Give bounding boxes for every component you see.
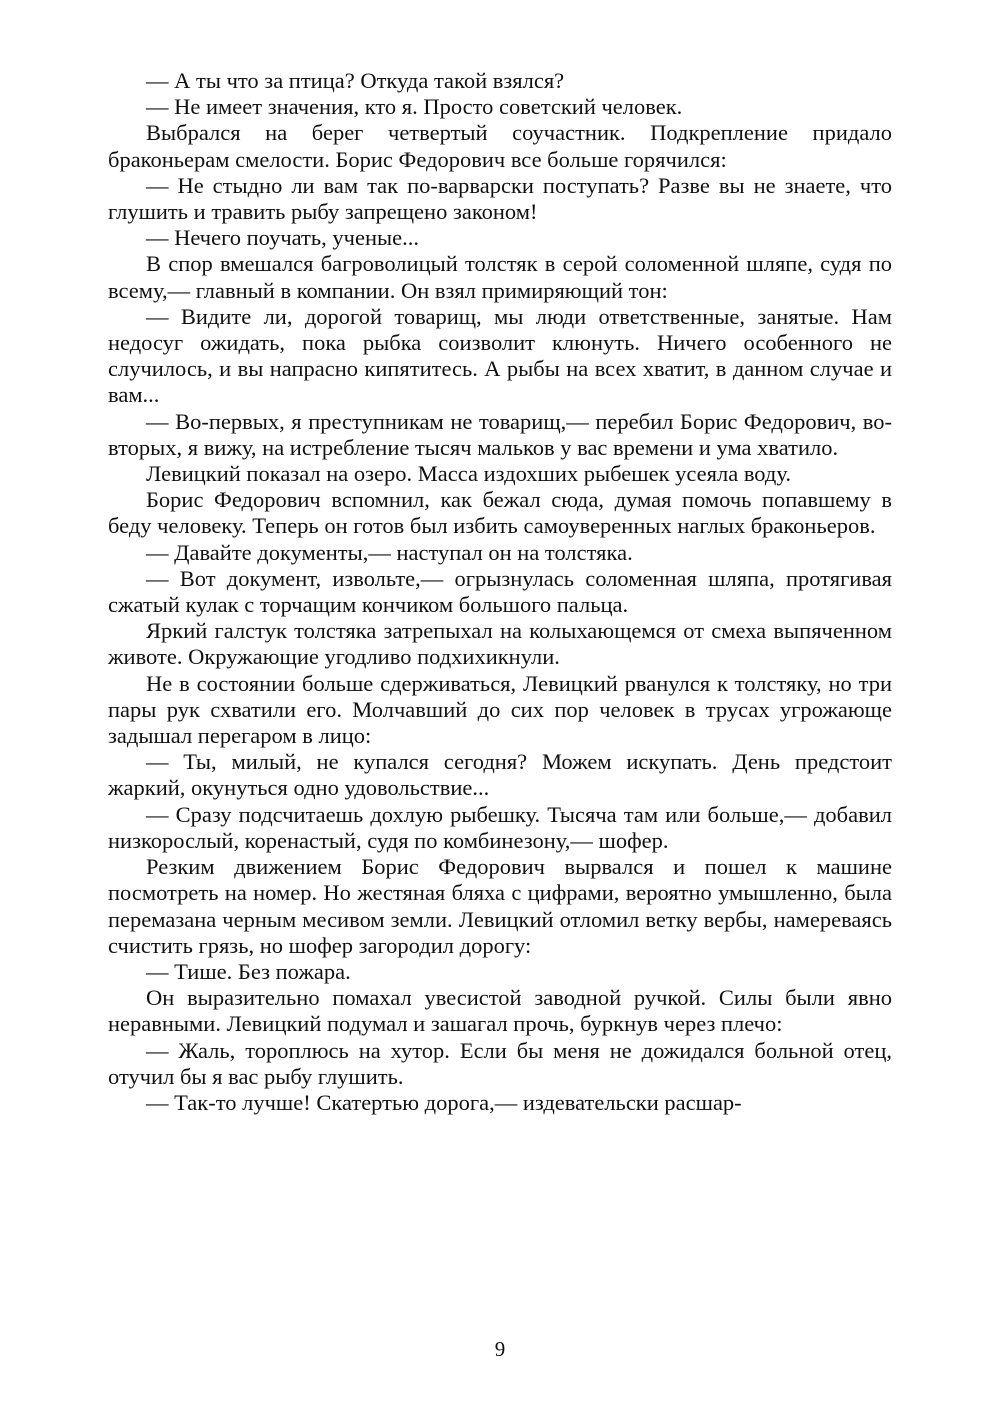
paragraph: — Видите ли, дорогой товарищ, мы люди ответственные, занятые. Нам недосуг ожидать, пока рыбка соизволит клюнуть. Ничего особенного не случилось, и вы напрасно кипятитесь. А рыбы на всех хватит, в данном случае и вам... xyxy=(108,303,892,408)
paragraph: Резким движением Борис Федорович вырвался и пошел к машине посмотреть на номер. Но жестяная бляха с цифрами, вероятно умышленно, была перемазана черным месивом земли. Левицкий отломил ветку вербы, намереваясь счистить грязь, но шофер загородил дорогу: xyxy=(108,854,892,958)
paragraph: — Нечего поучать, ученые... xyxy=(146,225,419,251)
paragraph: — Тише. Без пожара. xyxy=(146,958,351,984)
paragraph: — Давайте документы,— наступал он на толстяка. xyxy=(146,539,633,565)
paragraph: В спор вмешался багроволицый толстяк в серой соломенной шляпе, судя по всему,— главный в компании. Он взял примиряющий тон: xyxy=(108,251,892,303)
paragraph: Он выразительно помахал увесистой заводной ручкой. Силы были явно неравными. Левицкий подумал и зашагал прочь, буркнув через плечо: xyxy=(108,985,892,1037)
paragraph: Не в состоянии больше сдерживаться, Левицкий рванулся к толстяку, но три пары рук схватили его. Молчавший до сих пор человек в трусах угрожающе задышал перегаром в лицо: xyxy=(108,670,892,749)
paragraph: — Не имеет значения, кто я. Просто советский человек. xyxy=(146,94,683,120)
paragraph: Левицкий показал на озеро. Масса издохших рыбешек усеяла воду. xyxy=(146,461,791,487)
paragraph: — Не стыдно ли вам так по-варварски поступать? Разве вы не знаете, что глушить и травить рыбу запрещено законом! xyxy=(108,172,892,225)
page-number: 9 xyxy=(494,1337,506,1361)
paragraph: — Во-первых, я преступникам не товарищ,— перебил Борис Федорович, во-вторых, я вижу, на истребление тысяч мальков у вас времени и ума хватило. xyxy=(108,408,892,460)
paragraph: Борис Федорович вспомнил, как бежал сюда, думая помочь попавшему в беду человеку. Теперь он готов был избить самоуверенных наглых браконьеров. xyxy=(108,487,892,539)
paragraph: — А ты что за птица? Откуда такой взялся? xyxy=(146,68,565,93)
paragraph: Яркий галстук толстяка затрепыхал на колыхающемся от смеха выпяченном животе. Окружающие угодливо подхихикнули. xyxy=(108,618,892,670)
page-body xyxy=(108,68,892,1116)
paragraph: — Сразу подсчитаешь дохлую рыбешку. Тысяча там или больше,— добавил низкорослый, коренастый, судя по комбинезону,— шофер. xyxy=(108,801,892,853)
paragraph: — Так-то лучше! Скатертью дорога,— издевательски расшар- xyxy=(146,1089,742,1115)
paragraph: Выбрался на берег четвертый соучастник. Подкрепление придало браконьерам смелости. Борис Федорович все больше горячился: xyxy=(108,120,892,172)
paragraph: — Ты, милый, не купался сегодня? Можем искупать. День предстоит жаркий, окунуться одно удовольствие... xyxy=(108,749,892,801)
paragraph: — Вот документ, извольте,— огрызнулась соломенная шляпа, протягивая сжатый кулак с торчащим кончиком большого пальца. xyxy=(108,565,892,618)
paragraph: — Жаль, тороплюсь на хутор. Если бы меня не дожидался больной отец, отучил бы я вас рыбу глушить. xyxy=(108,1037,892,1089)
